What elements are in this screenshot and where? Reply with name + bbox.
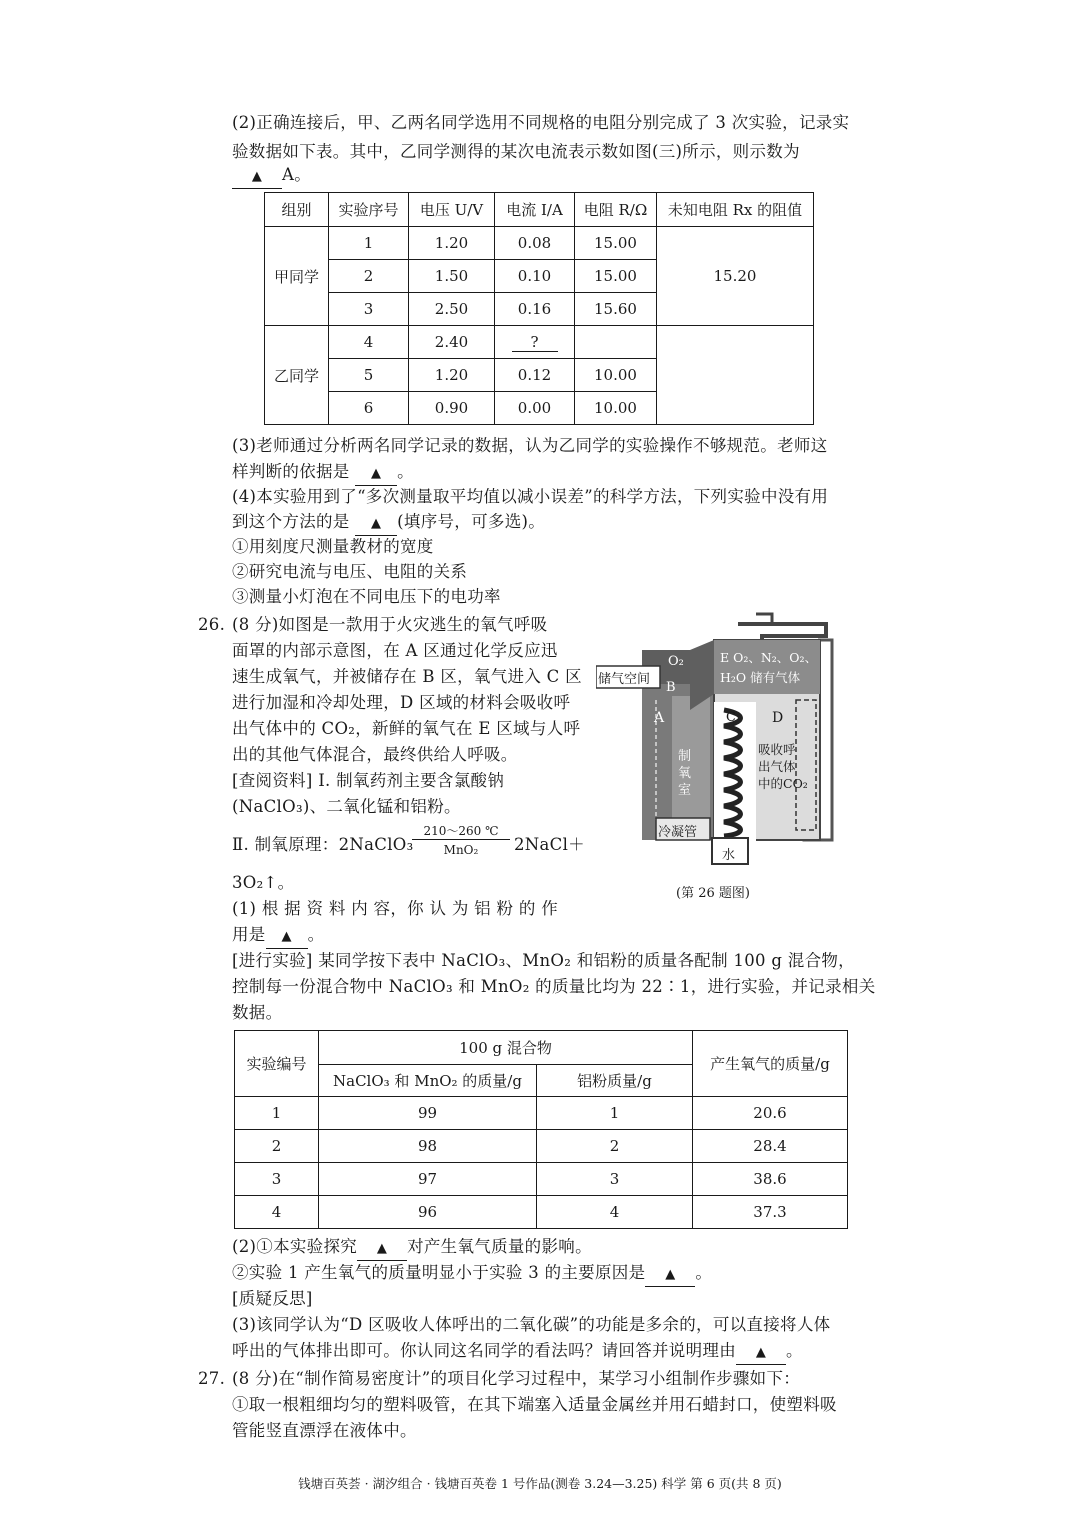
th-voltage: 电压 U/V bbox=[409, 193, 495, 227]
cell: 5 bbox=[329, 359, 409, 392]
q26-intro: 出的其他气体混合，最终供给人呼吸。 bbox=[232, 745, 518, 764]
th-exp-id: 实验编号 bbox=[235, 1031, 319, 1097]
reaction-condition-top: 210～260 ℃ bbox=[423, 824, 499, 838]
cell: 15.00 bbox=[575, 227, 657, 260]
q26-reaction-end: 3O₂↑。 bbox=[232, 873, 295, 892]
answer-blank[interactable]: ▲ bbox=[355, 511, 397, 536]
cell: 96 bbox=[319, 1196, 537, 1229]
cell: 1 bbox=[329, 227, 409, 260]
cell: 1 bbox=[235, 1097, 319, 1130]
fig-label-chamber: 制氧室 bbox=[678, 749, 692, 798]
q26-reference: [查阅资料] Ⅰ. 制氧药剂主要含氯酸钠 bbox=[232, 771, 505, 790]
th-resistance: 电阻 R/Ω bbox=[575, 193, 657, 227]
cell: 28.4 bbox=[693, 1130, 848, 1163]
q26-intro: 速生成氧气，并被储存在 B 区，氧气进入 C 区 bbox=[232, 667, 582, 686]
cell: 2 bbox=[537, 1130, 693, 1163]
cell: 6 bbox=[329, 392, 409, 425]
group-a-average: 15.20 bbox=[657, 227, 814, 326]
cell: 0.90 bbox=[409, 392, 495, 425]
group-a-label: 甲同学 bbox=[265, 227, 329, 326]
q25-p2-line1: (2)正确连接后，甲、乙两名同学选用不同规格的电阻分别完成了 3 次实验，记录实 bbox=[232, 113, 850, 132]
cell: 0.16 bbox=[495, 293, 575, 326]
cell: 1.20 bbox=[409, 227, 495, 260]
answer-blank[interactable]: ▲ bbox=[645, 1262, 695, 1287]
answer-blank[interactable]: ▲ bbox=[355, 461, 397, 486]
fig-label-absorb: 出气体 bbox=[758, 759, 796, 774]
q26-q2b: ②实验 1 产生氧气的质量明显小于实验 3 的主要原因是 ▲ 。 bbox=[232, 1262, 712, 1287]
q25-p2-line2: 验数据如下表。其中，乙同学测得的某次电流表示数如图(三)所示，则示数为 bbox=[232, 142, 800, 161]
q26-number: 26. bbox=[198, 615, 226, 634]
cell: 0.12 bbox=[495, 359, 575, 392]
q25-p4-line1: (4)本实验用到了“多次测量取平均值以减小误差”的科学方法，下列实验中没有用 bbox=[232, 487, 829, 506]
cell: 15.00 bbox=[575, 260, 657, 293]
th-group: 组别 bbox=[265, 193, 329, 227]
cell: 3 bbox=[537, 1163, 693, 1196]
q26-q2a: (2)①本实验探究 ▲ 对产生氧气质量的影响。 bbox=[232, 1236, 592, 1261]
cell: 37.3 bbox=[693, 1196, 848, 1229]
q25-p2-answer: ▲ A。 bbox=[232, 164, 311, 189]
group-b-average bbox=[657, 326, 814, 425]
q27-line: 管能竖直漂浮在液体中。 bbox=[232, 1421, 417, 1440]
cell: 10.00 bbox=[575, 359, 657, 392]
q26-reaction-left: Ⅱ. 制氧原理：2NaClO₃ bbox=[232, 835, 414, 854]
q25-option-3: ③测量小灯泡在不同电压下的电功率 bbox=[232, 587, 501, 606]
fig-label-absorb: 吸收呼 bbox=[758, 742, 796, 757]
q27-line: ①取一根粗细均匀的塑料吸管，在其下端塞入适量金属丝并用石蜡封口，使塑料吸 bbox=[232, 1395, 837, 1414]
fig-label-e-line2: H₂O 储有气体 bbox=[720, 670, 801, 685]
fig-label-b: B bbox=[666, 680, 676, 695]
q25-data-table bbox=[264, 192, 814, 425]
fig-label-d: D bbox=[772, 710, 784, 726]
cell: 98 bbox=[319, 1130, 537, 1163]
cell: 0.10 bbox=[495, 260, 575, 293]
th-unknown: 未知电阻 Rx 的阻值 bbox=[657, 193, 814, 227]
q26-reflection-heading: [质疑反思] bbox=[232, 1289, 313, 1308]
q25-option-1: ①用刻度尺测量教材的宽度 bbox=[232, 537, 434, 556]
th-naclo3-mno2: NaClO₃ 和 MnO₂ 的质量/g bbox=[319, 1065, 537, 1097]
q26-intro: 进行加湿和冷却处理，D 区域的材料会吸收呼 bbox=[232, 693, 571, 712]
q25-p3-line2: 样判断的依据是 ▲ 。 bbox=[232, 461, 414, 486]
q26-q1-line2: 用是 ▲ 。 bbox=[232, 924, 324, 949]
q26-data-table bbox=[234, 1030, 848, 1229]
cell: 99 bbox=[319, 1097, 537, 1130]
cell: 4 bbox=[537, 1196, 693, 1229]
fig-label-c: C bbox=[726, 710, 736, 725]
cell: 97 bbox=[319, 1163, 537, 1196]
cell: 3 bbox=[329, 293, 409, 326]
th-oxygen: 产生氧气的质量/g bbox=[693, 1031, 848, 1097]
cell: 2 bbox=[235, 1130, 319, 1163]
cell: 15.60 bbox=[575, 293, 657, 326]
fig-label-water: 水 bbox=[722, 848, 736, 863]
reaction-arrow-line bbox=[412, 839, 510, 840]
cell: 2.40 bbox=[409, 326, 495, 359]
fig-label-a: A bbox=[654, 710, 665, 726]
th-seq: 实验序号 bbox=[329, 193, 409, 227]
th-mixture: 100 g 混合物 bbox=[319, 1031, 693, 1065]
answer-blank[interactable]: ▲ bbox=[357, 1236, 407, 1261]
cell: 4 bbox=[235, 1196, 319, 1229]
th-current: 电流 I/A bbox=[495, 193, 575, 227]
q26-q3-line1: (3)该同学认为“D 区吸收人体呼出的二氧化碳”的功能是多余的，可以直接将人体 bbox=[232, 1315, 831, 1334]
q25-p3-line1: (3)老师通过分析两名同学记录的数据，认为乙同学的实验操作不够规范。老师这 bbox=[232, 436, 828, 455]
cell: 10.00 bbox=[575, 392, 657, 425]
figure-caption: (第 26 题图) bbox=[676, 886, 750, 901]
group-b-label: 乙同学 bbox=[265, 326, 329, 425]
cell: 1 bbox=[537, 1097, 693, 1130]
fig-label-condenser: 冷凝管 bbox=[658, 825, 698, 840]
q26-experiment: 数据。 bbox=[232, 1003, 283, 1022]
page-footer: 钱塘百英荟 · 湖汐组合 · 钱塘百英卷 1 号作品(测卷 3.24—3.25) 科学 第 6 页(共 8 页) bbox=[298, 1476, 782, 1491]
q26-reaction-right: 2NaCl＋ bbox=[514, 835, 585, 854]
cell: 1.50 bbox=[409, 260, 495, 293]
cell: 38.6 bbox=[693, 1163, 848, 1196]
answer-blank[interactable]: ▲ bbox=[232, 164, 282, 189]
answer-blank[interactable]: ▲ bbox=[736, 1340, 786, 1365]
q26-intro: 面罩的内部示意图，在 A 区通过化学反应迅 bbox=[232, 641, 558, 660]
fig-label-e-line1: E O₂、N₂、O₂、 bbox=[720, 650, 818, 665]
fig-label-o2: O₂ bbox=[668, 654, 684, 669]
answer-blank[interactable]: ▲ bbox=[266, 924, 308, 949]
reaction-condition-bottom: MnO₂ bbox=[443, 843, 479, 857]
cell: 4 bbox=[329, 326, 409, 359]
q26-experiment: 控制每一份混合物中 NaClO₃ 和 MnO₂ 的质量比均为 22∶1，进行实验，并记录相关 bbox=[232, 977, 876, 996]
fig-label-exhaust: 储气空间 bbox=[598, 672, 651, 687]
q26-reference: (NaClO₃)、二氧化锰和铝粉。 bbox=[232, 797, 461, 816]
fig-label-absorb: 中的CO₂ bbox=[758, 776, 808, 791]
q25-p4-line2: 到这个方法的是 ▲ (填序号，可多选)。 bbox=[232, 511, 545, 536]
q27-line: (8 分)在“制作简易密度计”的项目化学习过程中，某学习小组制作步骤如下： bbox=[232, 1369, 801, 1388]
th-aluminum: 铝粉质量/g bbox=[537, 1065, 693, 1097]
q26-q1-line1: (1) 根 据 资 料 内 容，你 认 为 铝 粉 的 作 bbox=[232, 899, 559, 918]
q26-intro: 出气体中的 CO₂，新鲜的氧气在 E 区域与人呼 bbox=[232, 719, 581, 738]
cell: 20.6 bbox=[693, 1097, 848, 1130]
cell: 0.08 bbox=[495, 227, 575, 260]
cell: 2 bbox=[329, 260, 409, 293]
cell: 3 bbox=[235, 1163, 319, 1196]
cell-unknown-current[interactable]: ? bbox=[495, 326, 575, 359]
q26-experiment: [进行实验] 某同学按下表中 NaClO₃、MnO₂ 和铝粉的质量各配制 100 g 混合物， bbox=[232, 951, 855, 970]
mask-diagram bbox=[596, 610, 846, 875]
q26-q3-line2: 呼出的气体排出即可。你认同这名同学的看法吗？请回答并说明理由 ▲ 。 bbox=[232, 1340, 803, 1365]
cell: 2.50 bbox=[409, 293, 495, 326]
q25-option-2: ②研究电流与电压、电阻的关系 bbox=[232, 562, 468, 581]
q27-number: 27. bbox=[198, 1369, 226, 1388]
cell: 0.00 bbox=[495, 392, 575, 425]
q26-intro: (8 分)如图是一款用于火灾逃生的氧气呼吸 bbox=[232, 615, 548, 634]
cell: 1.20 bbox=[409, 359, 495, 392]
cell bbox=[575, 326, 657, 359]
